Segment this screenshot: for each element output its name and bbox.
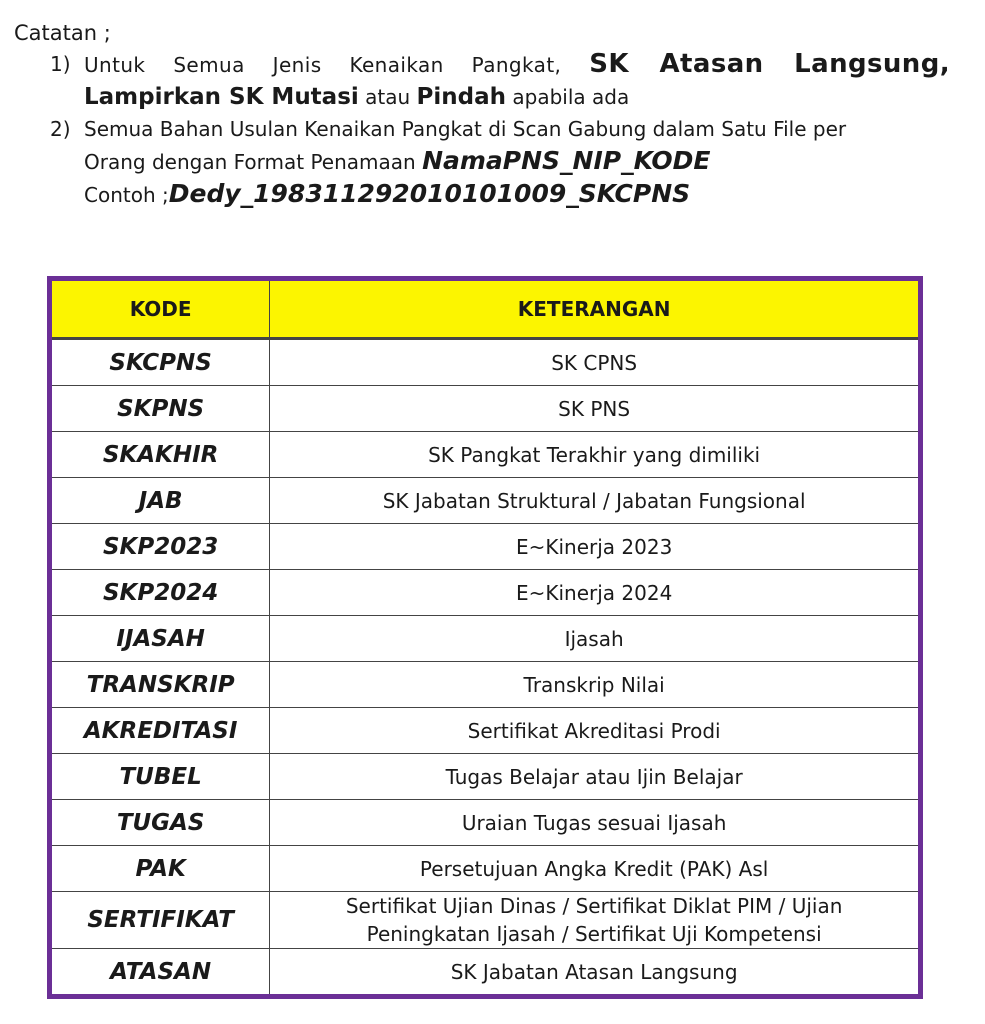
code-cell: SKCPNS bbox=[50, 339, 270, 386]
description-line-1: Sertifikat Ujian Dinas / Sertifikat Diklat PIM / Ujian bbox=[345, 894, 843, 918]
table-row bbox=[50, 754, 921, 800]
note-1-text-apabila: apabila ada bbox=[512, 85, 630, 109]
column-header-description: KETERANGAN bbox=[270, 279, 921, 339]
table-row bbox=[50, 616, 921, 662]
code-cell: IJASAH bbox=[50, 616, 270, 662]
note-2-text: Orang dengan Format Penamaan bbox=[84, 150, 416, 174]
note-2-line-1: Semua Bahan Usulan Kenaikan Pangkat di Scan Gabung dalam Satu File per bbox=[84, 117, 847, 141]
code-cell: AKREDITASI bbox=[50, 708, 270, 754]
table-header-row bbox=[50, 279, 921, 339]
description-cell: Transkrip Nilai bbox=[270, 662, 921, 708]
table-row bbox=[50, 339, 921, 386]
code-cell: SKAKHIR bbox=[50, 432, 270, 478]
table-row bbox=[50, 570, 921, 616]
note-1-emphasis-atasan: SK Atasan Langsung, bbox=[589, 49, 950, 79]
document-code-table bbox=[47, 276, 923, 999]
note-item-2 bbox=[14, 113, 964, 211]
note-2-line-2 bbox=[84, 145, 964, 178]
description-cell: Uraian Tugas sesuai Ijasah bbox=[270, 800, 921, 846]
code-cell: SERTIFIKAT bbox=[50, 892, 270, 949]
file-name-example: Dedy_198311292010101009_SKCPNS bbox=[168, 179, 691, 208]
table-row bbox=[50, 846, 921, 892]
table-row bbox=[50, 800, 921, 846]
description-cell: Ijasah bbox=[270, 616, 921, 662]
table-row bbox=[50, 949, 921, 997]
description-cell: Sertifikat Akreditasi Prodi bbox=[270, 708, 921, 754]
table-row bbox=[50, 708, 921, 754]
code-cell: TUBEL bbox=[50, 754, 270, 800]
table-row bbox=[50, 478, 921, 524]
table-row bbox=[50, 386, 921, 432]
description-cell: SK CPNS bbox=[270, 339, 921, 386]
description-cell: Tugas Belajar atau Ijin Belajar bbox=[270, 754, 921, 800]
code-cell: JAB bbox=[50, 478, 270, 524]
note-1-line-1 bbox=[84, 48, 964, 81]
description-cell: SK Jabatan Atasan Langsung bbox=[270, 949, 921, 997]
table-row bbox=[50, 892, 921, 949]
note-1-text: Untuk Semua Jenis Kenaikan Pangkat, bbox=[84, 53, 562, 77]
note-2-line-3 bbox=[84, 178, 964, 211]
note-number: 2) bbox=[50, 117, 71, 141]
note-1-text-atau: atau bbox=[365, 85, 411, 109]
description-cell: SK Jabatan Struktural / Jabatan Fungsional bbox=[270, 478, 921, 524]
description-line-2: Peningkatan Ijasah / Sertifikat Uji Kompetensi bbox=[366, 922, 822, 946]
column-header-code: KODE bbox=[50, 279, 270, 339]
description-cell: SK Pangkat Terakhir yang dimiliki bbox=[270, 432, 921, 478]
note-item-1 bbox=[14, 48, 964, 113]
code-cell: SKP2024 bbox=[50, 570, 270, 616]
note-1-line-2 bbox=[84, 81, 964, 113]
description-cell: E~Kinerja 2023 bbox=[270, 524, 921, 570]
code-cell: TRANSKRIP bbox=[50, 662, 270, 708]
description-cell: E~Kinerja 2024 bbox=[270, 570, 921, 616]
table-row bbox=[50, 432, 921, 478]
note-number: 1) bbox=[50, 52, 71, 76]
table-row bbox=[50, 524, 921, 570]
notes-section bbox=[14, 18, 964, 211]
example-label: Contoh ; bbox=[84, 183, 169, 207]
code-cell: PAK bbox=[50, 846, 270, 892]
file-name-format: NamaPNS_NIP_KODE bbox=[422, 146, 711, 175]
code-cell: SKP2023 bbox=[50, 524, 270, 570]
code-cell: ATASAN bbox=[50, 949, 270, 997]
description-cell: SK PNS bbox=[270, 386, 921, 432]
description-cell: Persetujuan Angka Kredit (PAK) Asl bbox=[270, 846, 921, 892]
note-1-emphasis-pindah: Pindah bbox=[416, 84, 507, 110]
table-row bbox=[50, 662, 921, 708]
note-1-emphasis-mutasi: Lampirkan SK Mutasi bbox=[84, 84, 359, 110]
code-cell: SKPNS bbox=[50, 386, 270, 432]
notes-title: Catatan ; bbox=[14, 21, 111, 45]
code-cell: TUGAS bbox=[50, 800, 270, 846]
description-cell bbox=[270, 892, 921, 949]
